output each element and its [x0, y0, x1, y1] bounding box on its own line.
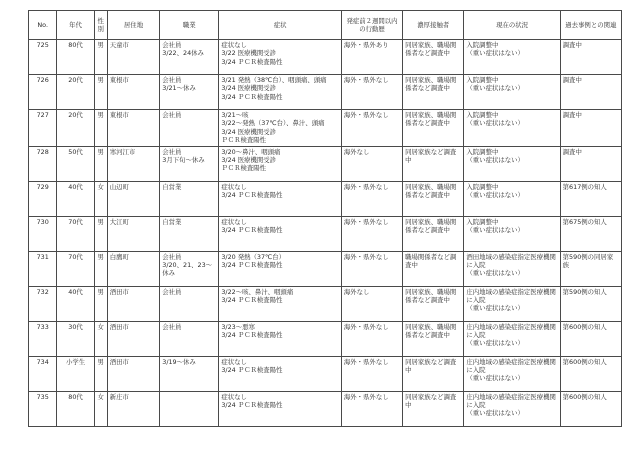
table-row [29, 216, 622, 251]
cell-contacts: 同居家族、職場関係者など調査中 [403, 181, 464, 216]
cell-contacts: 同居家族など調査中 [403, 391, 464, 426]
cell-sex: 男 [94, 146, 107, 181]
cell-sex: 男 [94, 110, 107, 147]
cell-no: 734 [29, 356, 57, 391]
table-row [29, 40, 622, 75]
header-status: 現在の状況 [464, 11, 560, 40]
cell-contacts: 同居家族など調査中 [403, 356, 464, 391]
cell-no: 733 [29, 321, 57, 356]
header-city: 居住地 [107, 11, 160, 40]
cell-city: 酒田市 [107, 286, 160, 321]
cell-sex: 女 [94, 391, 107, 426]
cell-job: 自営業 [160, 181, 219, 216]
header-link: 過去事例との関連 [560, 11, 621, 40]
cell-contacts: 同居家族、職場関係者など調査中 [403, 216, 464, 251]
cell-age: 40代 [57, 181, 94, 216]
cell-sex: 男 [94, 75, 107, 110]
cell-travel: 海外・県外なし [341, 391, 402, 426]
cell-status: 入院調整中 （重い症状はない） [464, 40, 560, 75]
table-row [29, 286, 622, 321]
cell-travel: 海外・県外なし [341, 181, 402, 216]
cell-sex: 男 [94, 216, 107, 251]
cell-contacts: 同居家族、職場関係者など調査中 [403, 110, 464, 147]
cell-job [160, 391, 219, 426]
cell-contacts: 同居家族など調査中 [403, 146, 464, 181]
cell-sex: 女 [94, 181, 107, 216]
cell-link: 調査中 [560, 110, 621, 147]
table-row [29, 321, 622, 356]
header-sex: 性別 [94, 11, 107, 40]
cell-travel: 海外なし [341, 286, 402, 321]
cell-symptoms: 症状なし 3/24 ＰＣＲ検査陽性 [219, 356, 342, 391]
cell-status: 入院調整中 （重い症状はない） [464, 110, 560, 147]
cell-city: 酒田市 [107, 321, 160, 356]
cell-link: 調査中 [560, 75, 621, 110]
cell-no: 727 [29, 110, 57, 147]
table-row [29, 75, 622, 110]
cell-city: 東根市 [107, 110, 160, 147]
cell-no: 726 [29, 75, 57, 110]
cell-symptoms: 3/20～鼻汁、咽頭痛 3/24 医療機関受診 ＰＣＲ検査陽性 [219, 146, 342, 181]
cell-symptoms: 症状なし 3/24 ＰＣＲ検査陽性 [219, 391, 342, 426]
cell-travel: 海外・県外なし [341, 321, 402, 356]
cell-city: 東根市 [107, 75, 160, 110]
cell-symptoms: 症状なし 3/24 ＰＣＲ検査陽性 [219, 216, 342, 251]
cell-travel: 海外・県外なし [341, 356, 402, 391]
cell-sex: 男 [94, 40, 107, 75]
table-row [29, 146, 622, 181]
cell-link: 第600例の知人 [560, 391, 621, 426]
cell-link: 第600例の知人 [560, 321, 621, 356]
cell-age: 70代 [57, 216, 94, 251]
cell-contacts: 同居家族、職場関係者など調査中 [403, 75, 464, 110]
cell-link: 調査中 [560, 146, 621, 181]
cell-job: 会社員 3/22、24休み [160, 40, 219, 75]
cell-sex: 男 [94, 356, 107, 391]
cell-age: 20代 [57, 110, 94, 147]
cell-link: 第600例の知人 [560, 356, 621, 391]
table-row [29, 251, 622, 286]
table-row [29, 181, 622, 216]
cell-status: 入院調整中 （重い症状はない） [464, 146, 560, 181]
cell-city: 山辺町 [107, 181, 160, 216]
cell-job: 会社員 3/20、21、23～休み [160, 251, 219, 286]
cell-sex: 男 [94, 251, 107, 286]
cell-symptoms: 3/21 発熱（38℃台）、咽頭痛、頭痛 3/24 医療機関受診 3/24 ＰＣＲ検査陽性 [219, 75, 342, 110]
cell-city: 白鷹町 [107, 251, 160, 286]
cell-job: 会社員 [160, 110, 219, 147]
cell-contacts: 同居家族、職場関係者など調査中 [403, 286, 464, 321]
cell-job: 自営業 [160, 216, 219, 251]
cell-status: 庄内地域の感染症指定医療機関に入院 （重い症状はない） [464, 391, 560, 426]
header-no: No. [29, 11, 57, 40]
cell-symptoms: 3/23～悪寒 3/24 ＰＣＲ検査陽性 [219, 321, 342, 356]
cell-age: 小学生 [57, 356, 94, 391]
cell-job: 会社員 3月下旬～休み [160, 146, 219, 181]
cell-link: 第590例の知人 [560, 286, 621, 321]
cell-travel: 海外・県外なし [341, 216, 402, 251]
table-row [29, 391, 622, 426]
cell-city: 新庄市 [107, 391, 160, 426]
header-contacts: 濃厚接触者 [403, 11, 464, 40]
cell-contacts: 同居家族、職場関係者など調査中 [403, 321, 464, 356]
cell-no: 730 [29, 216, 57, 251]
cell-no: 732 [29, 286, 57, 321]
case-table [28, 10, 622, 427]
cell-symptoms: 3/22～咳、鼻汁、咽頭痛 3/24 ＰＣＲ検査陽性 [219, 286, 342, 321]
cell-symptoms: 症状なし 3/22 医療機関受診 3/24 ＰＣＲ検査陽性 [219, 40, 342, 75]
table-row [29, 110, 622, 147]
cell-age: 80代 [57, 40, 94, 75]
header-travel: 発症前２週間以内の行動歴 [341, 11, 402, 40]
cell-link: 第675例の知人 [560, 216, 621, 251]
cell-no: 729 [29, 181, 57, 216]
cell-status: 入院調整中 （重い症状はない） [464, 181, 560, 216]
cell-no: 735 [29, 391, 57, 426]
cell-no: 728 [29, 146, 57, 181]
cell-status: 庄内地域の感染症指定医療機関に入院 （重い症状はない） [464, 321, 560, 356]
cell-travel: 海外・県外なし [341, 110, 402, 147]
cell-link: 第590例の同居家族 [560, 251, 621, 286]
cell-status: 酒田地域の感染症指定医療機関に入院 （重い症状はない） [464, 251, 560, 286]
cell-no: 725 [29, 40, 57, 75]
cell-city: 大江町 [107, 216, 160, 251]
cell-age: 40代 [57, 286, 94, 321]
cell-status: 庄内地域の感染症指定医療機関に入院 （重い症状はない） [464, 286, 560, 321]
cell-status: 入院調整中 （重い症状はない） [464, 216, 560, 251]
header-job: 職業 [160, 11, 219, 40]
cell-job: 会社員 [160, 286, 219, 321]
cell-symptoms: 症状なし 3/24 ＰＣＲ検査陽性 [219, 181, 342, 216]
cell-status: 入院調整中 （重い症状はない） [464, 75, 560, 110]
cell-age: 30代 [57, 321, 94, 356]
cell-job: 3/19～休み [160, 356, 219, 391]
cell-contacts: 同居家族、職場関係者など調査中 [403, 40, 464, 75]
header-row [29, 11, 622, 40]
cell-travel: 海外なし [341, 146, 402, 181]
cell-job: 会社員 [160, 321, 219, 356]
cell-no: 731 [29, 251, 57, 286]
cell-link: 調査中 [560, 40, 621, 75]
cell-status: 庄内地域の感染症指定医療機関に入院 （重い症状はない） [464, 356, 560, 391]
cell-city: 天童市 [107, 40, 160, 75]
cell-sex: 女 [94, 321, 107, 356]
cell-job: 会社員 3/21～休み [160, 75, 219, 110]
cell-contacts: 職場関係者など調査中 [403, 251, 464, 286]
header-age: 年代 [57, 11, 94, 40]
cell-travel: 海外・県外なし [341, 75, 402, 110]
cell-travel: 海外・県外なし [341, 251, 402, 286]
cell-travel: 海外・県外あり [341, 40, 402, 75]
cell-city: 寒河江市 [107, 146, 160, 181]
cell-age: 70代 [57, 251, 94, 286]
cell-age: 20代 [57, 75, 94, 110]
header-symptoms: 症状 [219, 11, 342, 40]
cell-sex: 男 [94, 286, 107, 321]
cell-link: 第617例の知人 [560, 181, 621, 216]
cell-age: 50代 [57, 146, 94, 181]
cell-age: 80代 [57, 391, 94, 426]
cell-symptoms: 3/20 発熱（37℃台） 3/24 ＰＣＲ検査陽性 [219, 251, 342, 286]
cell-city: 酒田市 [107, 356, 160, 391]
cell-symptoms: 3/21～咳 3/22～発熱（37℃台）、鼻汁、頭痛 3/24 医療機関受診 ＰＣＲ検査陽性 [219, 110, 342, 147]
table-row [29, 356, 622, 391]
